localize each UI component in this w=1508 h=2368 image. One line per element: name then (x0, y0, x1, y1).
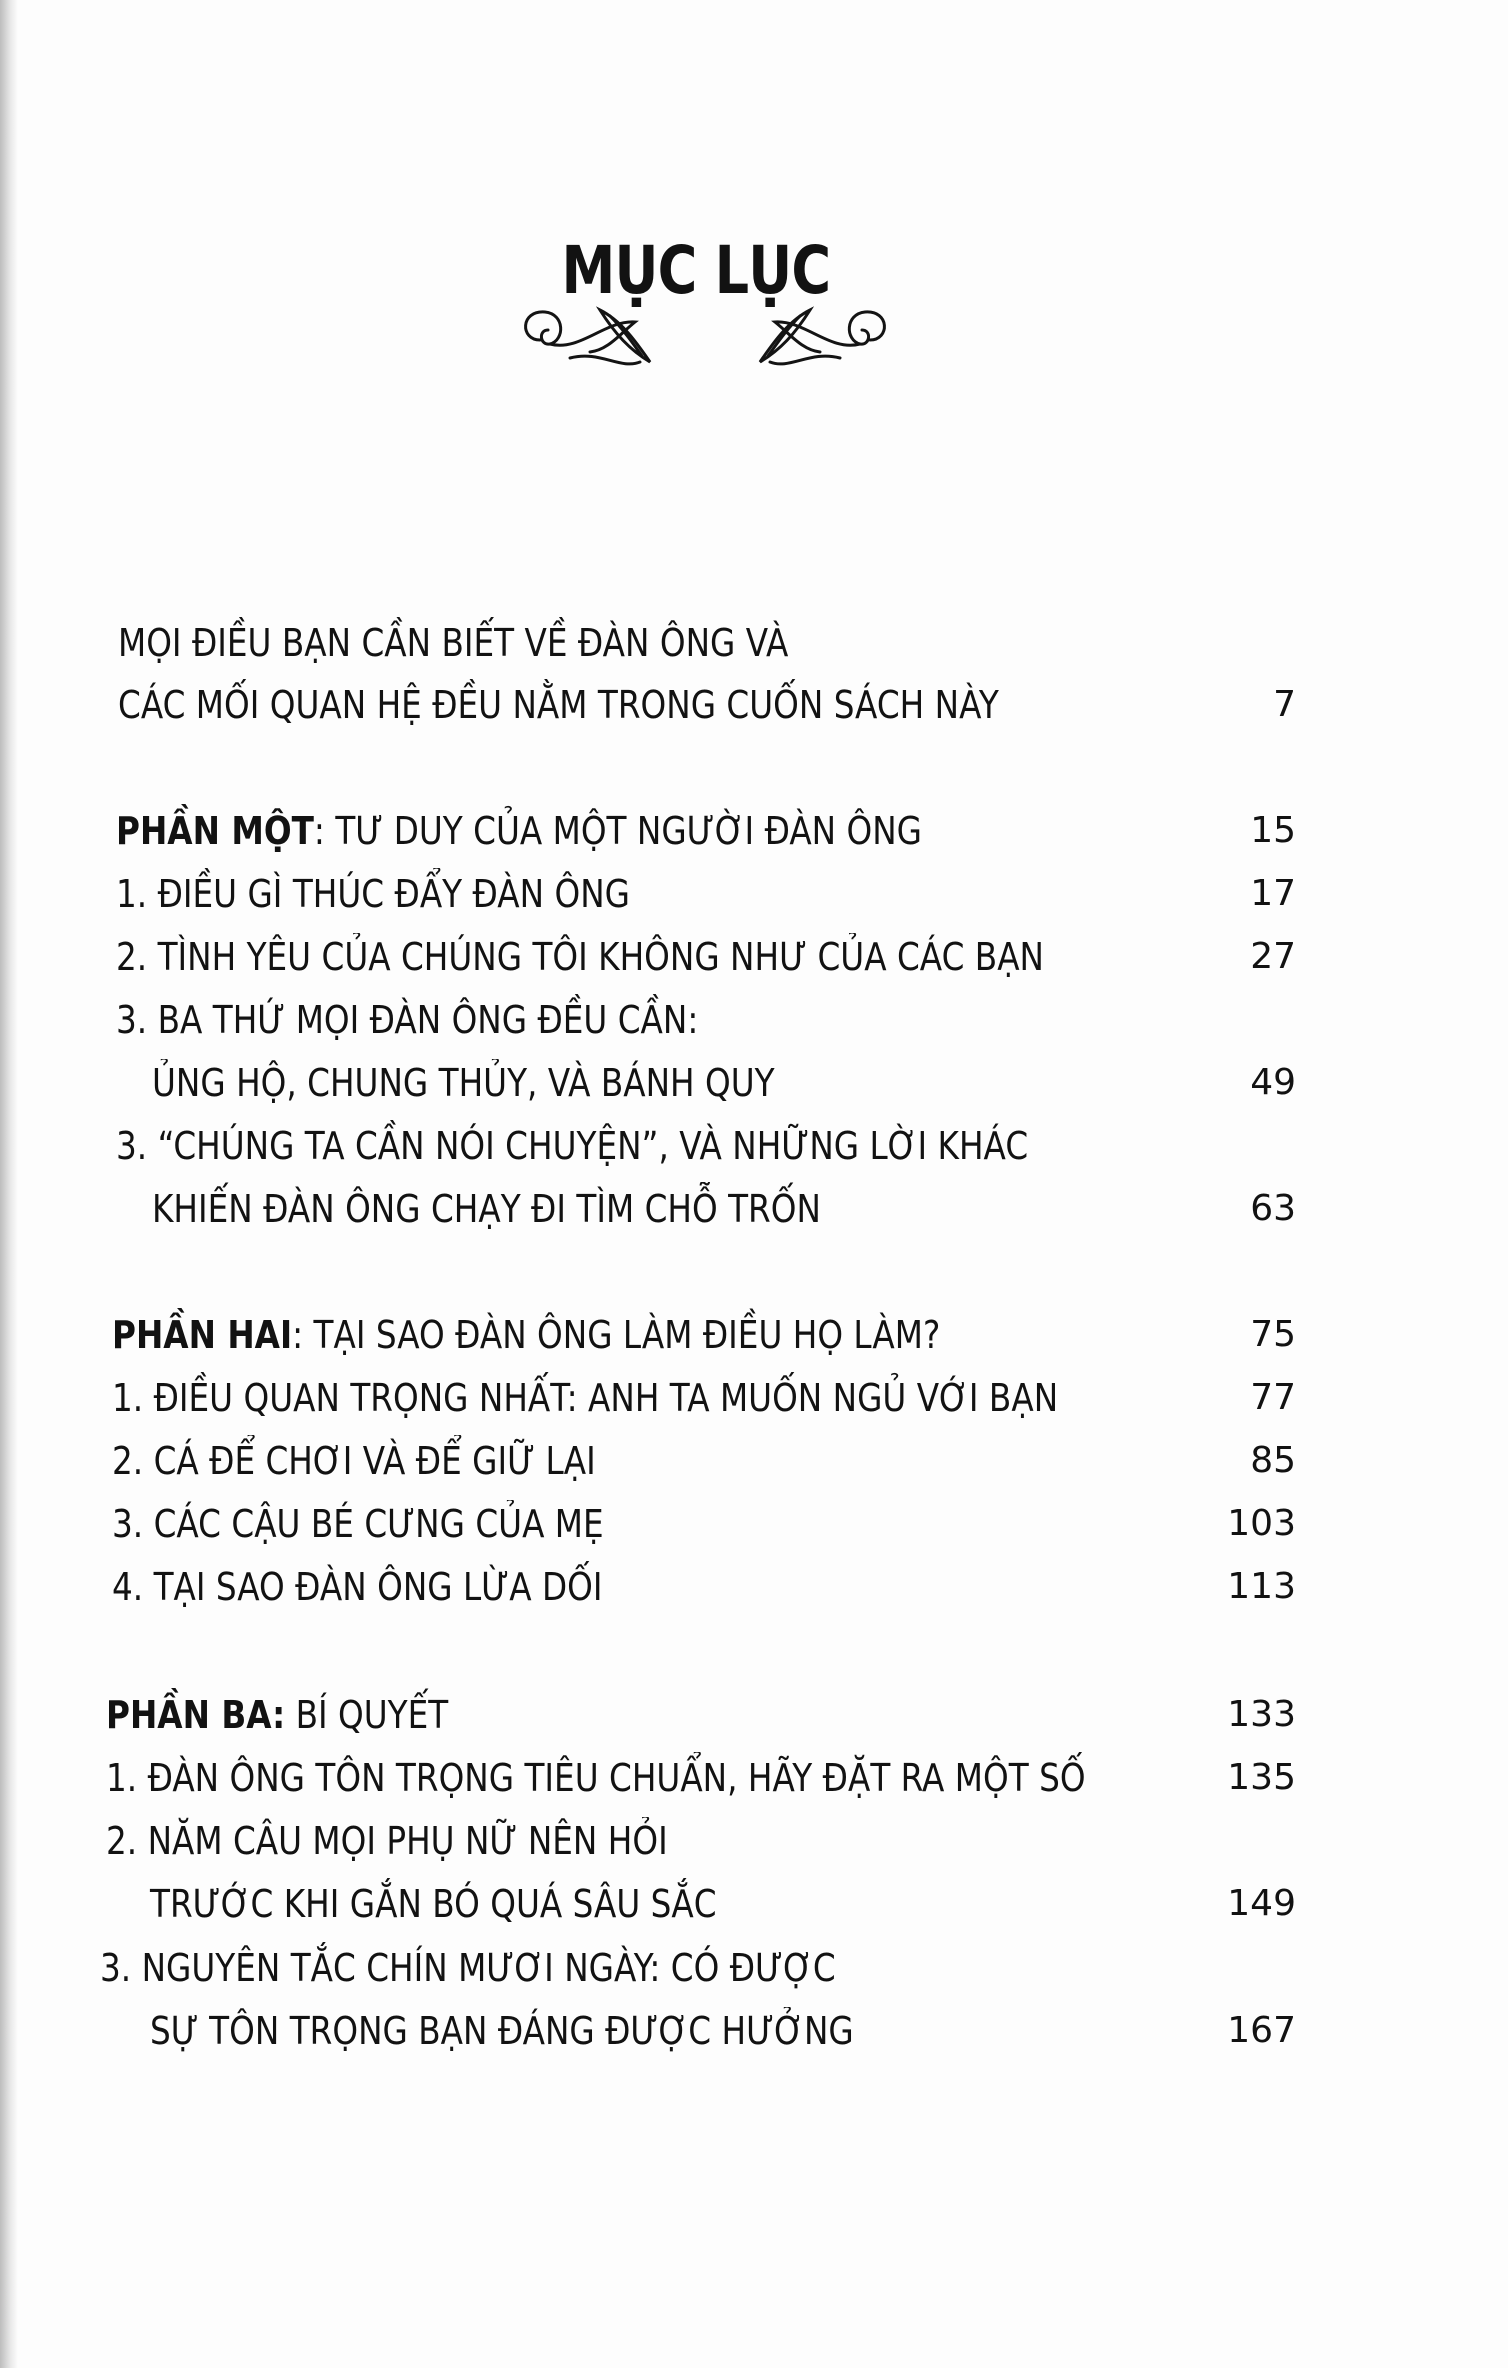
toc-part2-ch4-page: 113 (1227, 1566, 1296, 1607)
toc-part2-heading (112, 1313, 940, 1357)
toc-part1-ch3-line1: 3. BA THỨ MỌI ĐÀN ÔNG ĐỀU CẦN: (116, 998, 699, 1042)
toc-part2-ch3-page: 103 (1227, 1503, 1296, 1544)
page-title: MỤC LỤC (561, 232, 831, 309)
toc-part3-ch2-page: 149 (1227, 1883, 1296, 1924)
toc-part3-heading (106, 1693, 448, 1737)
toc-part1-ch4-line1: 3. “CHÚNG TA CẦN NÓI CHUYỆN”, VÀ NHỮNG LỜI KHÁC (116, 1124, 1029, 1168)
part2-title: : TẠI SAO ĐÀN ÔNG LÀM ĐIỀU HỌ LÀM? (292, 1313, 941, 1357)
flourish-ornament-icon (510, 300, 900, 380)
toc-part1-ch3-page: 49 (1250, 1062, 1296, 1103)
toc-part1-ch1: 1. ĐIỀU GÌ THÚC ĐẨY ĐÀN ÔNG (116, 872, 630, 916)
toc-part3-ch1-page: 135 (1227, 1757, 1296, 1798)
toc-part1-page: 15 (1250, 810, 1296, 851)
part1-label: PHẦN MỘT (116, 809, 314, 853)
part3-title: BÍ QUYẾT (285, 1693, 449, 1737)
toc-part3-ch1: 1. ĐÀN ÔNG TÔN TRỌNG TIÊU CHUẨN, HÃY ĐẶT RA MỘT SỐ (106, 1756, 1086, 1800)
toc-part3-ch3-page: 167 (1227, 2010, 1296, 2051)
toc-part2-ch1: 1. ĐIỀU QUAN TRỌNG NHẤT: ANH TA MUỐN NGỦ VỚI BẠN (112, 1376, 1059, 1420)
part3-label: PHẦN BA: (106, 1693, 286, 1737)
toc-part1-ch4-page: 63 (1250, 1188, 1296, 1229)
toc-intro-line2: CÁC MỐI QUAN HỆ ĐỀU NẰM TRONG CUỐN SÁCH NÀY (118, 683, 999, 727)
toc-part1-heading (116, 809, 922, 853)
toc-part2-ch1-page: 77 (1250, 1377, 1296, 1418)
toc-part2-ch2-page: 85 (1250, 1440, 1296, 1481)
toc-part3-page: 133 (1227, 1694, 1296, 1735)
toc-part1-ch2-page: 27 (1250, 936, 1296, 977)
toc-part3-ch3-line1: 3. NGUYÊN TẮC CHÍN MƯƠI NGÀY: CÓ ĐƯỢC (100, 1946, 836, 1990)
toc-part2-ch4: 4. TẠI SAO ĐÀN ÔNG LỪA DỐI (112, 1565, 603, 1609)
part2-label: PHẦN HAI (112, 1313, 293, 1357)
toc-intro-line1: MỌI ĐIỀU BẠN CẦN BIẾT VỀ ĐÀN ÔNG VÀ (118, 621, 789, 665)
toc-part1-ch3-line2: ỦNG HỘ, CHUNG THỦY, VÀ BÁNH QUY (152, 1061, 775, 1105)
toc-part1-ch4-line2: KHIẾN ĐÀN ÔNG CHẠY ĐI TÌM CHỖ TRỐN (152, 1187, 821, 1231)
toc-part2-page: 75 (1250, 1314, 1296, 1355)
toc-intro-page: 7 (1273, 684, 1296, 725)
toc-part2-ch2: 2. CÁ ĐỂ CHƠI VÀ ĐỂ GIỮ LẠI (112, 1439, 596, 1483)
toc-part3-ch3-line2: SỰ TÔN TRỌNG BẠN ĐÁNG ĐƯỢC HƯỞNG (150, 2009, 854, 2053)
part1-title: : TƯ DUY CỦA MỘT NGƯỜI ĐÀN ÔNG (313, 809, 923, 853)
toc-part3-ch2-line1: 2. NĂM CÂU MỌI PHỤ NỮ NÊN HỎI (106, 1819, 668, 1863)
toc-part3-ch2-line2: TRƯỚC KHI GẮN BÓ QUÁ SÂU SẮC (150, 1882, 717, 1926)
page-edge-shadow (0, 0, 18, 2368)
toc-part2-ch3: 3. CÁC CẬU BÉ CƯNG CỦA MẸ (112, 1502, 604, 1546)
toc-part1-ch2: 2. TÌNH YÊU CỦA CHÚNG TÔI KHÔNG NHƯ CỦA CÁC BẠN (116, 935, 1045, 979)
toc-part1-ch1-page: 17 (1250, 873, 1296, 914)
